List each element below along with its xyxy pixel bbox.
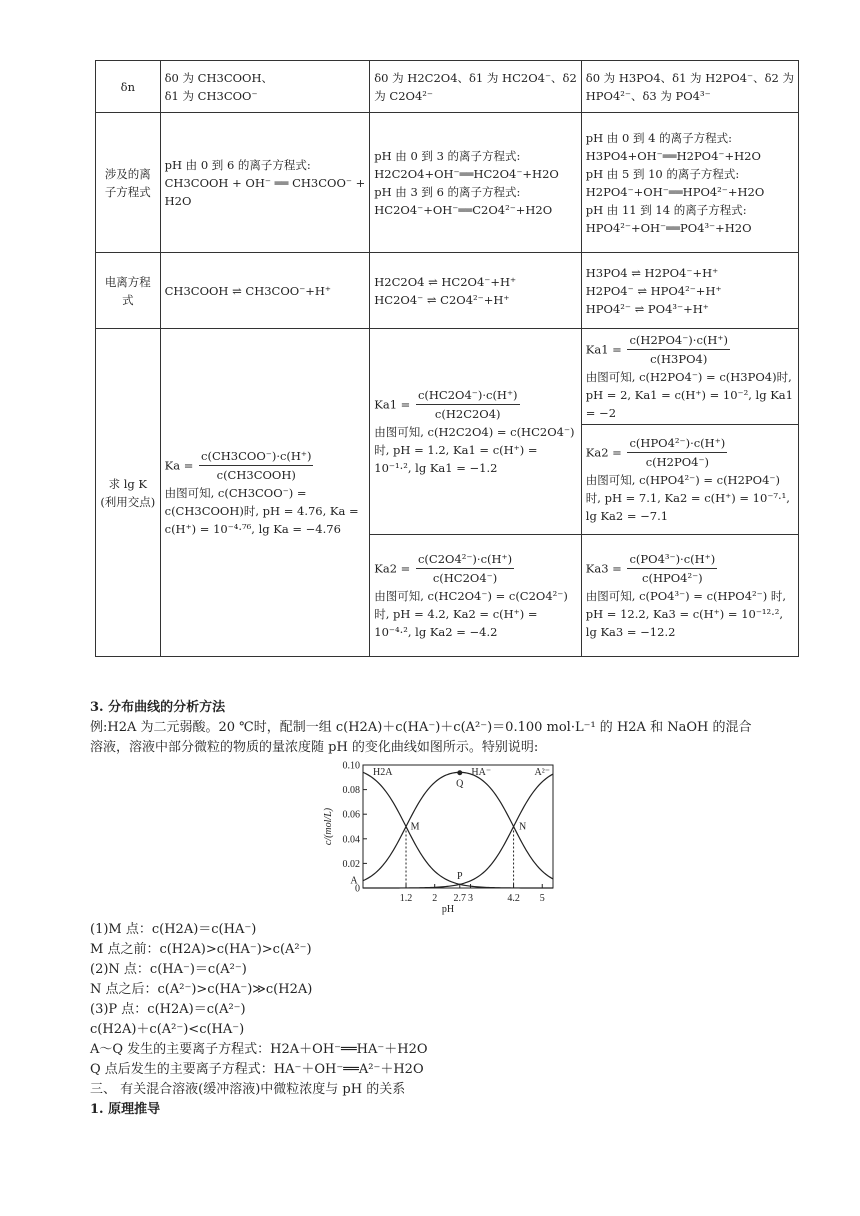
x-tick-label: 1.2	[399, 893, 413, 904]
cell-acetic-ionic: pH 由 0 到 6 的离子方程式: CH3COOH + OH⁻ ══ CH3COO⁻ + H2O	[160, 113, 370, 253]
x-tick-label: 5	[539, 893, 545, 904]
row-header-ionic-equations: 涉及的离子方程式	[96, 113, 161, 253]
cell-phosphoric-ka1: Ka1 = $\frac{c(H2PO4^-)\cdot c(H^+)}{c(H3PO4)}$ 由图可知, c(H2PO4⁻) = c(H3PO4)时, pH = 2, Ka1 = c(H⁺) = 10⁻², lg Ka1 = −2	[581, 329, 798, 425]
section-title-3: 三、 有关混合溶液(缓冲溶液)中微粒浓度与 pH 的关系	[90, 1082, 406, 1097]
series-label: H2A	[372, 766, 393, 778]
y-axis-label: c/(mol/L)	[323, 807, 334, 846]
y-tick-label: 0.06	[342, 809, 360, 821]
series-label: HA⁻	[471, 766, 492, 778]
point-label: P	[457, 871, 463, 883]
row-header-lgk: 求 lg K (利用交点)	[96, 329, 161, 657]
cell-oxalic-ka1: Ka1 = $\frac{c(HC2O4^-)\cdot c(H^+)}{c(H2C2O4)}$ 由图可知, c(H2C2O4) = c(HC2O4⁻) 时, pH = 1.2, Ka1 = c(H⁺) = 10⁻¹·², lg Ka1 = −1.2	[370, 329, 582, 535]
y-tick-label: 0.04	[342, 834, 360, 846]
cell-oxalic-delta: δ0 为 H2C2O4、δ1 为 HC2O4⁻、δ2 为 C2O4²⁻	[370, 61, 582, 113]
distribution-chart	[320, 755, 560, 920]
cell-phosphoric-ka2: Ka2 = $\frac{\text{c(HPO4²⁻)·c(H⁺)}}{c(H2PO4^-)}$ 由图可知, c(HPO4²⁻) = c(H2PO4⁻) 时, pH = 7.1, Ka2 = c(H⁺) = 10⁻⁷·¹, lg Ka2 = −7.1	[581, 425, 798, 535]
fraction: $\frac{\text{c(C2O4²⁻)·c(H⁺)}}{c(HC2O4^-)}$	[417, 552, 513, 585]
fraction: $\frac{\text{c(CH3COO⁻)·c(H⁺)}}{\text{c(CH3COOH)}}$	[201, 449, 312, 482]
note-line: Q 点后发生的主要离子方程式：HA⁻＋OH⁻══A²⁻＋H2O	[90, 1062, 424, 1077]
point-label: N	[518, 821, 527, 833]
section-heading: 3. 分布曲线的分析方法	[90, 700, 226, 715]
row-header-ionization: 电离方程式	[96, 253, 161, 329]
point-q-marker	[457, 770, 462, 775]
series-label: A²⁻	[534, 766, 550, 778]
note-line: M 点之前：c(H2A)>c(HA⁻)>c(A²⁻)	[90, 942, 312, 957]
x-tick-label: 3	[468, 893, 474, 904]
x-tick-label: 2	[432, 893, 438, 904]
x-tick-label: 4.2	[507, 893, 520, 904]
note-line: c(H2A)＋c(A²⁻)<c(HA⁻)	[90, 1022, 245, 1037]
fraction: $\frac{c(H2PO4^-)\cdot c(H^+)}{c(H3PO4)}$	[629, 333, 728, 366]
y-tick-label: 0.02	[342, 858, 360, 870]
cell-phosphoric-ionization: H3PO4 ⇌ H2PO4⁻+H⁺ H2PO4⁻ ⇌ HPO4²⁻+H⁺ HPO4²⁻ ⇌ PO4³⁻+H⁺	[581, 253, 798, 329]
fraction: $\frac{\text{c(PO4³⁻)·c(H⁺)}}{\text{c(HPO4²⁻)}}$	[629, 552, 716, 585]
cell-acetic-lgk: Ka = $\frac{\text{c(CH3COO⁻)·c(H⁺)}}{\text{c(CH3COOH)}}$ 由图可知, c(CH3COO⁻) = c(CH3COOH)时, pH = 4.76, Ka = c(H⁺) = 10⁻⁴·⁷⁶, lg Ka = −4.76	[160, 329, 370, 657]
note-line: (1)M 点：c(H2A)＝c(HA⁻)	[90, 922, 257, 937]
cell-oxalic-ionic: pH 由 0 到 3 的离子方程式: H2C2O4+OH⁻══HC2O4⁻+H2O pH 由 3 到 6 的离子方程式: HC2O4⁻+OH⁻══C2O4²⁻+H2O	[370, 113, 582, 253]
y-tick-label: 0.08	[342, 785, 360, 797]
cell-acetic-delta: δ0 为 CH3COOH、 δ1 为 CH3COO⁻	[160, 61, 370, 113]
note-line: (2)N 点：c(HA⁻)＝c(A²⁻)	[90, 962, 247, 977]
pka-summary-table	[95, 60, 799, 657]
cell-oxalic-ionization: H2C2O4 ⇌ HC2O4⁻+H⁺ HC2O4⁻ ⇌ C2O4²⁻+H⁺	[370, 253, 582, 329]
intro-line-2: 溶液，溶液中部分微粒的物质的量浓度随 pH 的变化曲线如图所示。特别说明:	[90, 740, 539, 755]
cell-oxalic-ka2: Ka2 = $\frac{\text{c(C2O4²⁻)·c(H⁺)}}{c(HC2O4^-)}$ 由图可知, c(HC2O4⁻) = c(C2O4²⁻) 时, pH = 4.2, Ka2 = c(H⁺) = 10⁻⁴·², lg Ka2 = −4.2	[370, 535, 582, 657]
x-tick-label: 2.7	[453, 893, 467, 904]
point-label: Q	[456, 778, 464, 790]
x-axis-label: pH	[441, 904, 455, 915]
y-tick-label: 0.10	[342, 760, 360, 772]
cell-phosphoric-ionic: pH 由 0 到 4 的离子方程式: H3PO4+OH⁻══H2PO4⁻+H2O pH 由 5 到 10 的离子方程式: H2PO4⁻+OH⁻══HPO4²⁻+H2O pH 由 11 到 14 的离子方程式: HPO4²⁻+OH⁻══PO4³⁻+H2O	[581, 113, 798, 253]
point-label: M	[410, 821, 420, 833]
cell-phosphoric-ka3: Ka3 = $\frac{\text{c(PO4³⁻)·c(H⁺)}}{\text{c(HPO4²⁻)}}$ 由图可知, c(PO4³⁻) = c(HPO4²⁻) 时, pH = 12.2, Ka3 = c(H⁺) = 10⁻¹²·², lg Ka3 = −12.2	[581, 535, 798, 657]
row-header-delta: δn	[96, 61, 161, 113]
point-label: A	[350, 875, 358, 887]
subsection-heading: 1. 原理推导	[90, 1102, 161, 1117]
note-line: N 点之后：c(A²⁻)>c(HA⁻)≫c(H2A)	[90, 982, 313, 997]
cell-acetic-ionization: CH3COOH ⇌ CH3COO⁻+H⁺	[160, 253, 370, 329]
y-tick-label: 0	[355, 883, 360, 895]
note-line: A～Q 发生的主要离子方程式：H2A＋OH⁻══HA⁻＋H2O	[90, 1042, 428, 1057]
note-line: (3)P 点：c(H2A)＝c(A²⁻)	[90, 1002, 246, 1017]
cell-phosphoric-delta: δ0 为 H3PO4、δ1 为 H2PO4⁻、δ2 为 HPO4²⁻、δ3 为 PO4³⁻	[581, 61, 798, 113]
fraction: $\frac{\text{c(HPO4²⁻)·c(H⁺)}}{c(H2PO4^-)}$	[629, 436, 726, 469]
fraction: $\frac{c(HC2O4^-)\cdot c(H^+)}{c(H2C2O4)}$	[417, 388, 518, 421]
intro-line-1: 例:H2A 为二元弱酸。20 ℃时，配制一组 c(H2A)＋c(HA⁻)＋c(A²⁻)＝0.100 mol·L⁻¹ 的 H2A 和 NaOH 的混合	[90, 720, 752, 735]
